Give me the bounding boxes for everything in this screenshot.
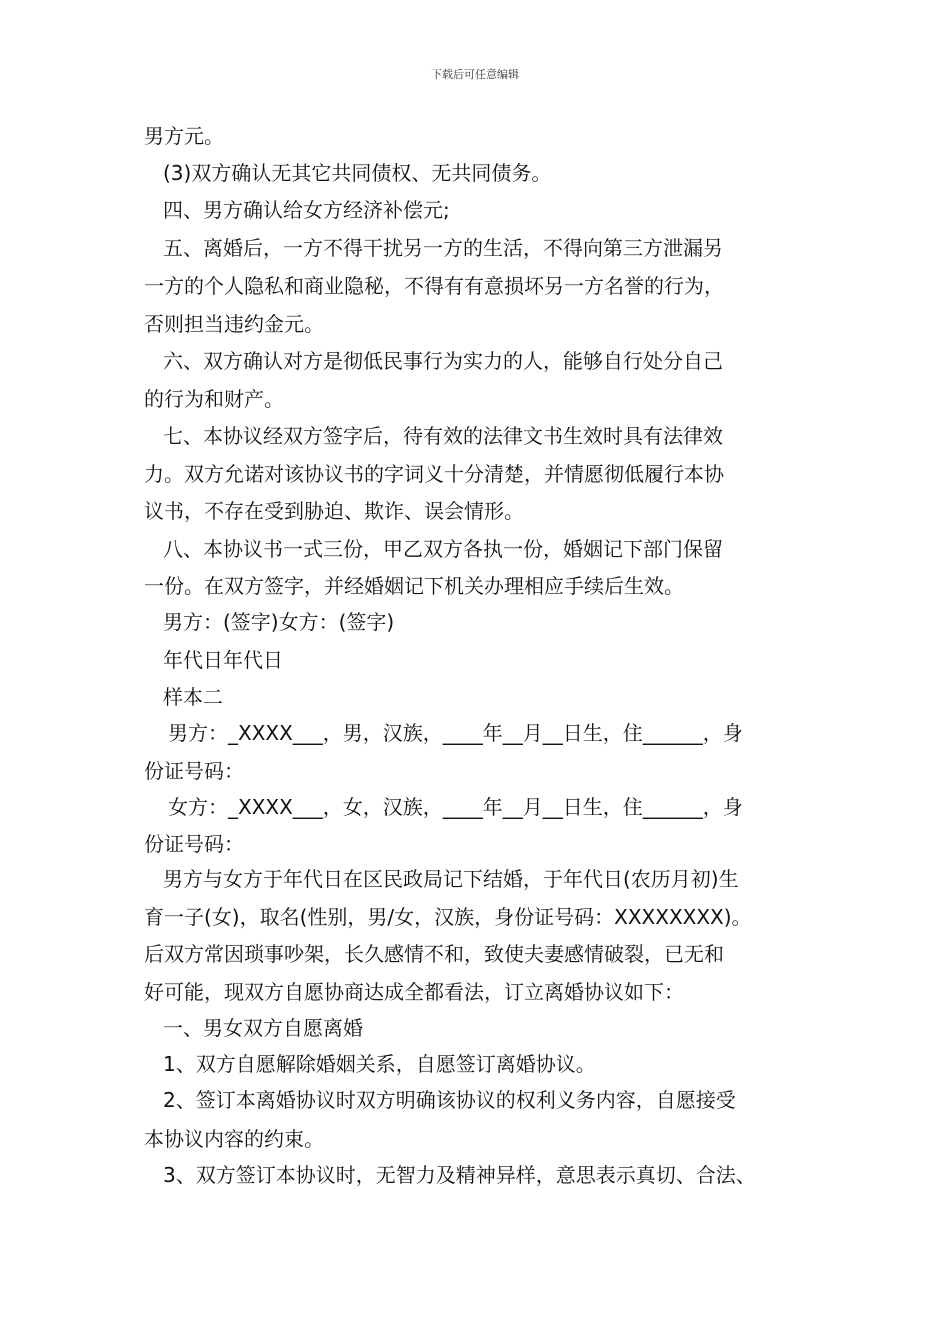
text-line: 女方：_XXXX___，女，汉族，____年__月__日生，住______，身 bbox=[168, 795, 743, 819]
text-line: 男方元。 bbox=[144, 124, 224, 148]
text-line: 七、本协议经双方签字后，待有效的法律文书生效时具有法律效 bbox=[163, 424, 723, 448]
text-line: 3、双方签订本协议时，无智力及精神异样，意思表示真切、合法、 bbox=[163, 1163, 756, 1187]
text-line: 1、双方自愿解除婚姻关系，自愿签订离婚协议。 bbox=[163, 1052, 596, 1076]
text-line: (3)双方确认无其它共同债权、无共同债务。 bbox=[163, 161, 552, 185]
text-line: 一方的个人隐私和商业隐秘，不得有有意损坏另一方名誉的行为， bbox=[144, 274, 724, 298]
text-line: 四、男方确认给女方经济补偿元; bbox=[163, 198, 450, 222]
text-line: 后双方常因琐事吵架，长久感情不和，致使夫妻感情破裂，已无和 bbox=[144, 942, 724, 966]
text-line: 一、男女双方自愿离婚 bbox=[163, 1016, 363, 1040]
text-line: 五、离婚后，一方不得干扰另一方的生活，不得向第三方泄漏另 bbox=[163, 236, 723, 260]
text-line: 六、双方确认对方是彻低民事行为实力的人，能够自行处分自己 bbox=[163, 349, 723, 373]
text-line: 一份。在双方签字，并经婚姻记下机关办理相应手续后生效。 bbox=[144, 574, 684, 598]
text-line: 否则担当违约金元。 bbox=[144, 312, 324, 336]
text-line: 的行为和财产。 bbox=[144, 387, 284, 411]
text-line: 男方：(签字)女方：(签字) bbox=[163, 610, 395, 634]
text-line: 2、签订本离婚协议时双方明确该协议的权利义务内容，自愿接受 bbox=[163, 1088, 736, 1112]
text-line: 力。双方允诺对该协议书的字词义十分清楚，并情愿彻低履行本协 bbox=[144, 462, 724, 486]
text-line: 育一子(女)，取名(性别，男/女，汉族，身份证号码：XXXXXXXX)。 bbox=[144, 905, 752, 929]
text-line: 好可能，现双方自愿协商达成全都看法，订立离婚协议如下： bbox=[144, 980, 684, 1004]
text-line: 年代日年代日 bbox=[163, 648, 283, 672]
text-line: 男方：_XXXX___，男，汉族，____年__月__日生，住______，身 bbox=[168, 721, 743, 745]
text-line: 样本二 bbox=[163, 685, 223, 709]
text-line: 八、本协议书一式三份，甲乙双方各执一份，婚姻记下部门保留 bbox=[163, 537, 723, 561]
text-line: 议书，不存在受到胁迫、欺诈、误会情形。 bbox=[144, 499, 524, 523]
text-line: 本协议内容的约束。 bbox=[144, 1127, 324, 1151]
text-line: 份证号码： bbox=[144, 759, 244, 783]
page-header: 下载后可任意编辑 bbox=[431, 68, 519, 81]
text-line: 份证号码： bbox=[144, 832, 244, 856]
text-line: 男方与女方于年代日在区民政局记下结婚，于年代日(农历月初)生 bbox=[163, 867, 739, 891]
